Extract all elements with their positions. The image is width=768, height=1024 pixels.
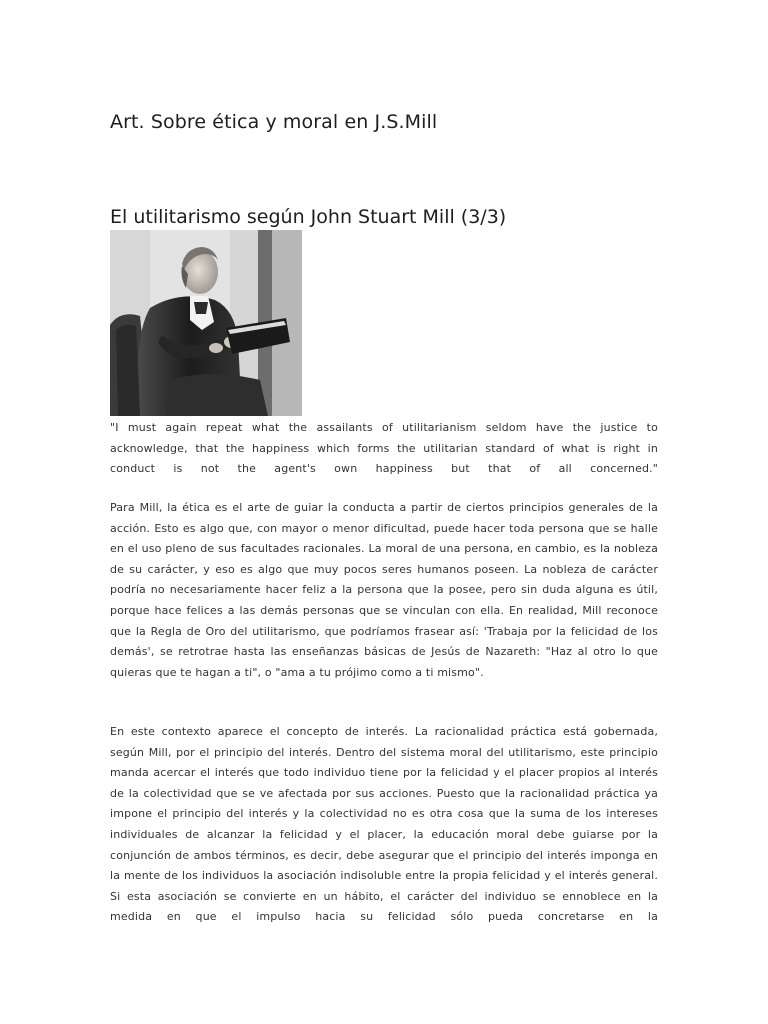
quote-paragraph: "I must again repeat what the assailants of utilitarianism seldom have the justice to acknowledge, that the happiness which forms the utilitarian standard of what is right in conduct is not the agent's own happiness but that of all concerned."	[110, 421, 658, 476]
portrait-photo	[110, 230, 302, 416]
body-paragraph-2: En este contexto aparece el concepto de interés. La racionalidad práctica está gobernada, según Mill, por el principio del interés. Dentro del sistema moral del utilitarismo, este principio manda acercar el interés que todo individuo tiene por la felicidad y el placer propios al interés de la colectividad que se ve afectada por sus acciones. Puesto que la racionalidad práctica ya impone el principio del interés y la colectividad no es otra cosa que la suma de los intereses individuales de alcanzar la felicidad y el placer, la educación moral debe guiarse por la conjunción de ambos términos, es decir, debe asegurar que el principio del interés imponga en la mente de los individuos la asociación indisoluble entre la propia felicidad y el interés general. Si esta asociación se convierte en un hábito, el carácter del individuo se ennoblece en la medida en que el impulso hacia su felicidad sólo pueda concretarse en la	[110, 725, 658, 924]
body-paragraph-1: Para Mill, la ética es el arte de guiar la conducta a partir de ciertos principios generales de la acción. Esto es algo que, con mayor o menor dificultad, puede hacer toda persona que se halle en el uso pleno de sus facultades racionales. La moral de una persona, en cambio, es la nobleza de su carácter, y eso es algo que muy pocos seres humanos poseen. La nobleza de carácter podría no necesariamente hacer feliz a la persona que la posee, pero sin duda alguna es útil, porque hace felices a las demás personas que se vinculan con ella. En realidad, Mill reconoce que la Regla de Oro del utilitarismo, que podríamos frasear así: 'Trabaja por la felicidad de los demás', se retrotrae hasta las enseñanzas básicas de Jesús de Nazareth: "Haz al otro lo que quieras que te hagan a ti", o "ama a tu prójimo como a ti mismo".	[110, 501, 658, 679]
document-title: Art. Sobre ética y moral en J.S.Mill	[110, 111, 438, 133]
article-title: El utilitarismo según John Stuart Mill (3/3)	[110, 206, 507, 228]
